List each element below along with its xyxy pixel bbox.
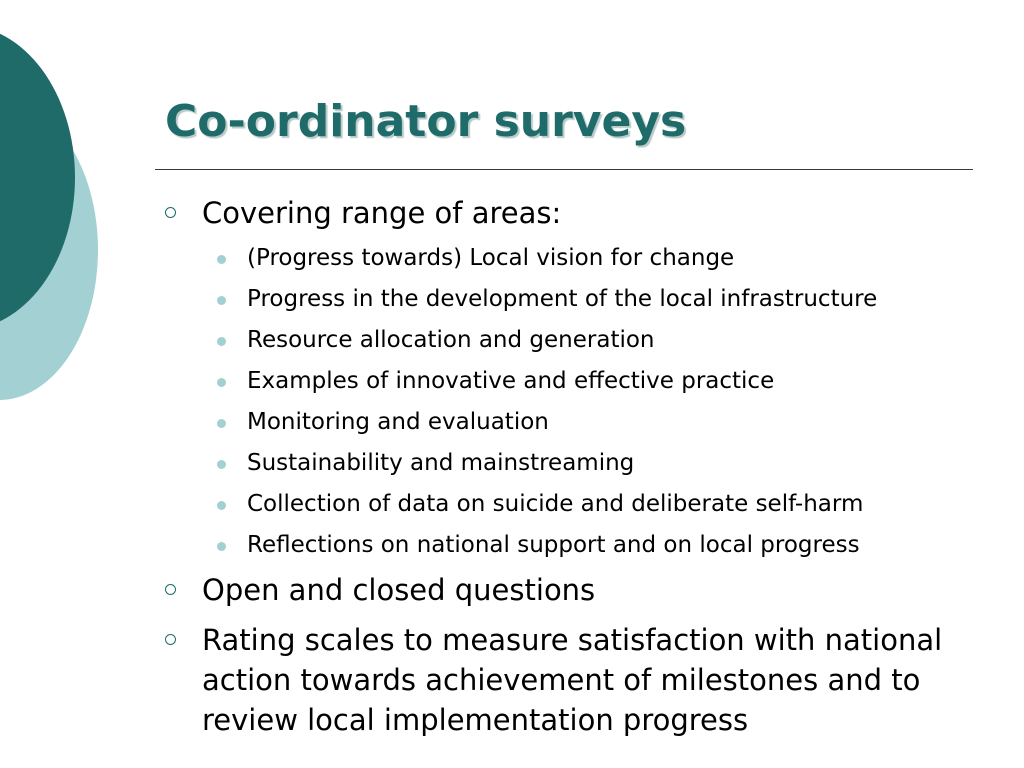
subbullet-item bbox=[217, 284, 977, 314]
bullet-rating-scales bbox=[165, 620, 975, 740]
subbullet-text: Progress in the development of the local infrastructure bbox=[247, 286, 878, 312]
subbullet-text: Collection of data on suicide and deliberate self-harm bbox=[247, 491, 864, 517]
subbullet-item bbox=[217, 489, 977, 519]
subbullet-text: Monitoring and evaluation bbox=[247, 409, 549, 435]
bullet-open-closed-questions bbox=[165, 570, 975, 610]
hollow-circle-icon bbox=[165, 584, 176, 595]
bullet-text: Open and closed questions bbox=[202, 573, 596, 607]
subbullet-item bbox=[217, 448, 977, 478]
hollow-circle-icon bbox=[165, 207, 176, 218]
bullet-text: Rating scales to measure satisfaction with national action towards achievement of milestones and to review local implementation progress bbox=[202, 623, 943, 737]
subbullet-text: Reflections on national support and on local progress bbox=[247, 532, 860, 558]
filled-dot-icon bbox=[217, 542, 226, 551]
subbullet-text: (Progress towards) Local vision for change bbox=[247, 245, 735, 271]
subbullet-text: Examples of innovative and effective practice bbox=[247, 368, 775, 394]
filled-dot-icon bbox=[217, 501, 226, 510]
subbullet-text: Sustainability and mainstreaming bbox=[247, 450, 635, 476]
subbullet-item bbox=[217, 366, 977, 396]
bullet-text: Covering range of areas: bbox=[202, 196, 562, 230]
subbullet-text: Resource allocation and generation bbox=[247, 327, 655, 353]
filled-dot-icon bbox=[217, 378, 226, 387]
filled-dot-icon bbox=[217, 460, 226, 469]
bullet-covering-range bbox=[165, 193, 975, 233]
subbullet-item bbox=[217, 407, 977, 437]
filled-dot-icon bbox=[217, 419, 226, 428]
filled-dot-icon bbox=[217, 255, 226, 264]
title-divider bbox=[155, 169, 973, 170]
subbullet-item bbox=[217, 530, 977, 560]
subbullet-item bbox=[217, 325, 977, 355]
slide-title: Co-ordinator surveys bbox=[165, 96, 687, 147]
filled-dot-icon bbox=[217, 296, 226, 305]
hollow-circle-icon bbox=[165, 634, 176, 645]
filled-dot-icon bbox=[217, 337, 226, 346]
subbullet-item bbox=[217, 243, 977, 273]
